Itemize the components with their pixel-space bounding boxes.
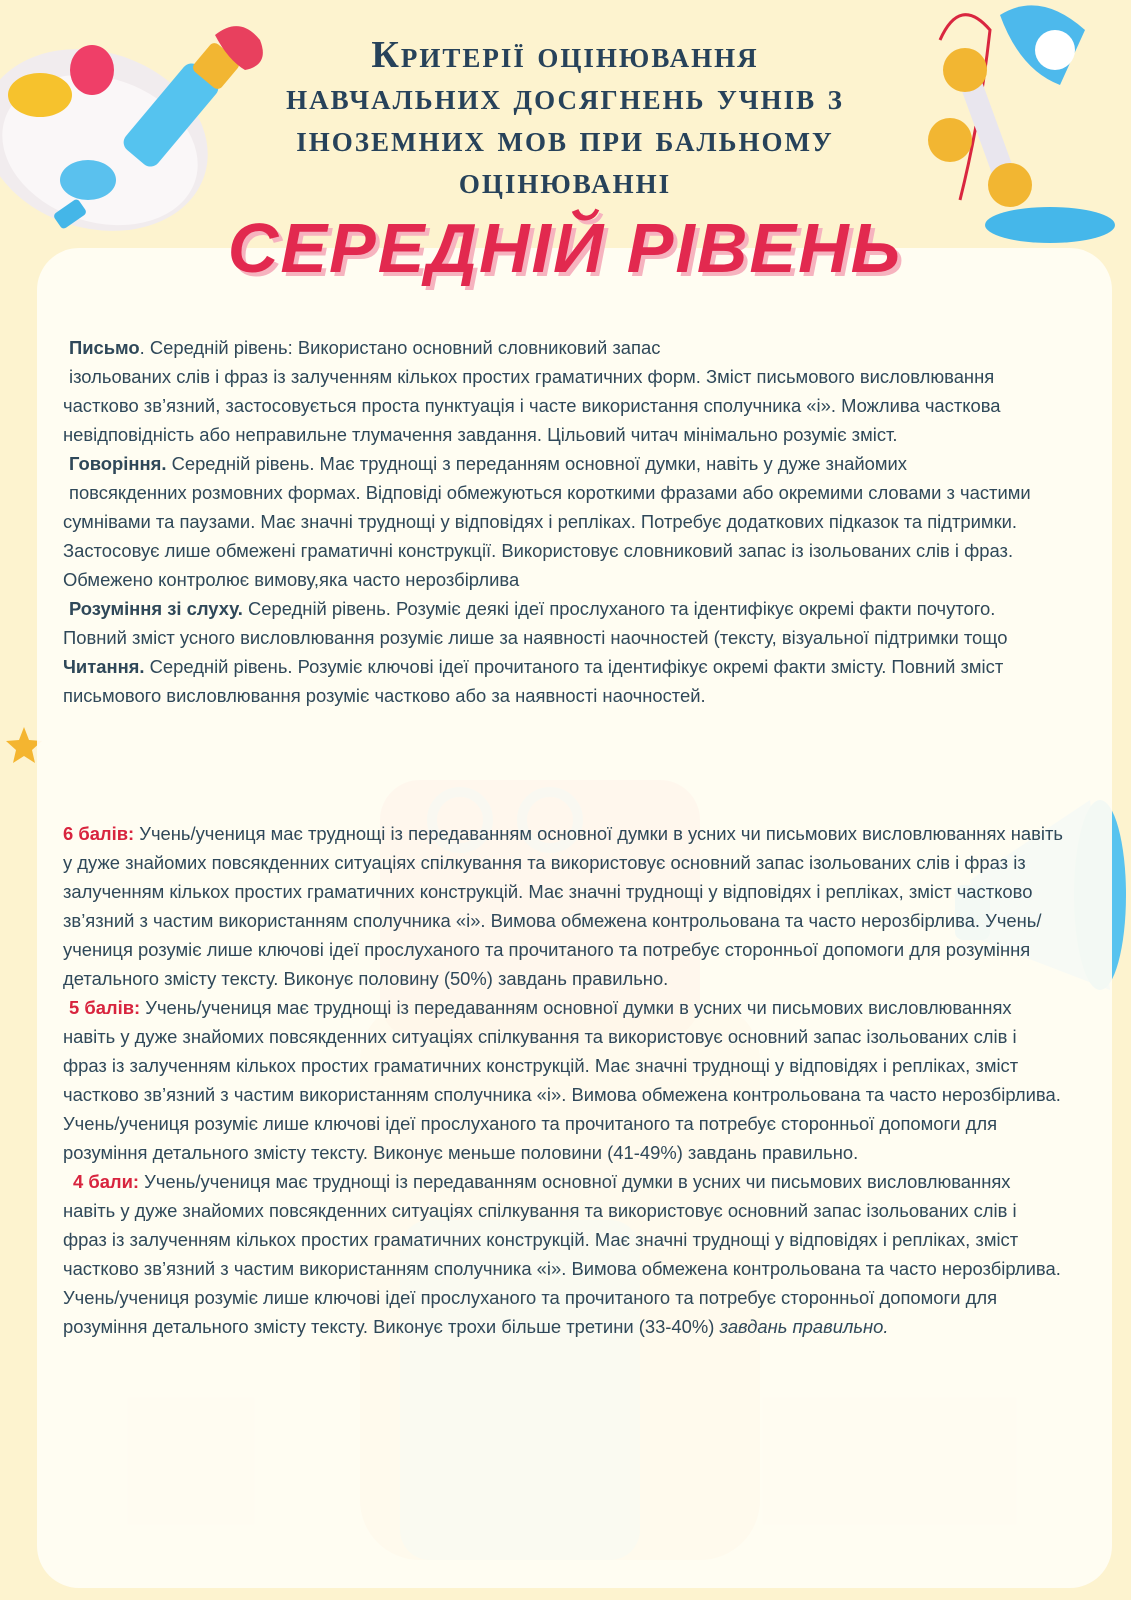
grade-label: 4 бали: xyxy=(73,1171,140,1192)
grade-label: 5 балів: xyxy=(69,997,141,1018)
grade-4 xyxy=(63,1167,1063,1341)
skill-text: Середній рівень. Розуміє деякі ідеї прослуханого та ідентифікує окремі факти почутого. Повний зміст усного висловлювання розуміє лише за наявності наочностей (тексту, візуальної підтримки тощо xyxy=(63,598,1008,648)
grade-text: Учень/учениця має труднощі із передаванням основної думки в усних чи письмових висловлюваннях навіть у дуже знайомих повсякденних ситуаціях спілкування та використовує основний запас ізольованих слів і фраз із залученням кількох простих граматичних конструкцій. Має значні труднощі у відповідях і репліках, зміст частково зв’язний з частим використанням сполучника «і». Вимова обмежена контрольована та часто нерозбірлива. Учень/учениця розуміє лише ключові ідеї прослуханого та прочитаного та потребує сторонньої допомоги для розуміння детального змісту тексту. Виконує трохи більше третини (33-40%) xyxy=(63,1171,1061,1337)
skill-speaking xyxy=(63,449,1063,594)
skill-text: ізольованих слів і фраз із залученням кількох простих граматичних форм. Зміст письмового висловлювання частково зв’язний, застосовується проста пунктуація і часте використання сполучника «і». Можлива часткова невідповідність або неправильне тлумачення завдання. Цільовий читач мінімально розуміє зміст. xyxy=(63,366,1001,445)
skill-label: Говоріння. xyxy=(69,453,167,474)
title-line: навчальних досягнень учнів з xyxy=(286,76,844,118)
title-line: оцінюванні xyxy=(458,160,672,202)
skill-text: Середній рівень. Має труднощі з переданням основної думки, навіть у дуже знайомих xyxy=(166,453,907,474)
grade-5 xyxy=(63,993,1063,1167)
skill-writing xyxy=(63,333,1063,449)
title-line: іноземних мов при бальному xyxy=(296,118,834,160)
level-heading: СЕРЕДНІЙ РІВЕНЬ xyxy=(227,209,903,287)
grade-text: Учень/учениця має труднощі із передаванням основної думки в усних чи письмових висловлюваннях навіть у дуже знайомих повсякденних ситуаціях спілкування та використовує основний запас ізольованих слів і фраз із залученням кількох простих граматичних конструкцій. Має значні труднощі у відповідях і репліках, зміст частково зв’язний з частим використанням сполучника «і». Вимова обмежена контрольована та часто нерозбірлива. Учень/учениця розуміє лише ключові ідеї прослуханого та прочитаного та потребує сторонньої допомоги для розуміння детального змісту тексту. Виконує меньше половини (41-49%) завдань правильно. xyxy=(63,997,1061,1163)
skills-section xyxy=(63,333,1063,710)
skill-label: Розуміння зі слуху. xyxy=(69,598,243,619)
skill-reading xyxy=(63,652,1063,710)
grade-text-italic: завдань правильно. xyxy=(719,1316,889,1337)
grade-6 xyxy=(63,819,1063,993)
skill-listening xyxy=(63,594,1063,652)
title-line: Критерії оцінювання xyxy=(371,34,759,76)
grade-label: 6 балів: xyxy=(63,823,135,844)
skill-label: Читання. xyxy=(63,656,145,677)
grades-section xyxy=(63,819,1063,1341)
skill-text: . Середній рівень: Використано основний словниковий запас xyxy=(139,337,661,358)
page-title xyxy=(220,34,910,202)
grade-text: Учень/учениця має труднощі із передаванням основної думки в усних чи письмових висловлюваннях навіть у дуже знайомих повсякденних ситуаціях спілкування та використовує основний запас ізольованих слів і фраз із залученням кількох простих граматичних конструкцій. Має значні труднощі у відповідях і репліках, зміст частково зв’язний з частим використанням сполучника «і». Вимова обмежена контрольована та часто нерозбірлива. Учень/учениця розуміє лише ключові ідеї прослуханого та прочитаного та потребує сторонньої допомоги для розуміння детального змісту тексту. Виконує половину (50%) завдань правильно. xyxy=(63,823,1063,989)
skill-text: Середній рівень. Розуміє ключові ідеї прочитаного та ідентифікує окремі факти змісту. Повний зміст письмового висловлювання розуміє частково або за наявності наочностей. xyxy=(63,656,1004,706)
skill-label: Письмо xyxy=(69,337,140,358)
skill-text: повсякденних розмовних формах. Відповіді обмежуються короткими фразами або окремими словами з частими сумнівами та паузами. Має значні труднощі у відповідях і репліках. Потребує додаткових підказок та підтримки. Застосовує лише обмежені граматичні конструкції. Використовує словниковий запас із ізольованих слів і фраз. Обмежено контролює вимову,яка часто нерозбірлива xyxy=(63,482,1031,590)
